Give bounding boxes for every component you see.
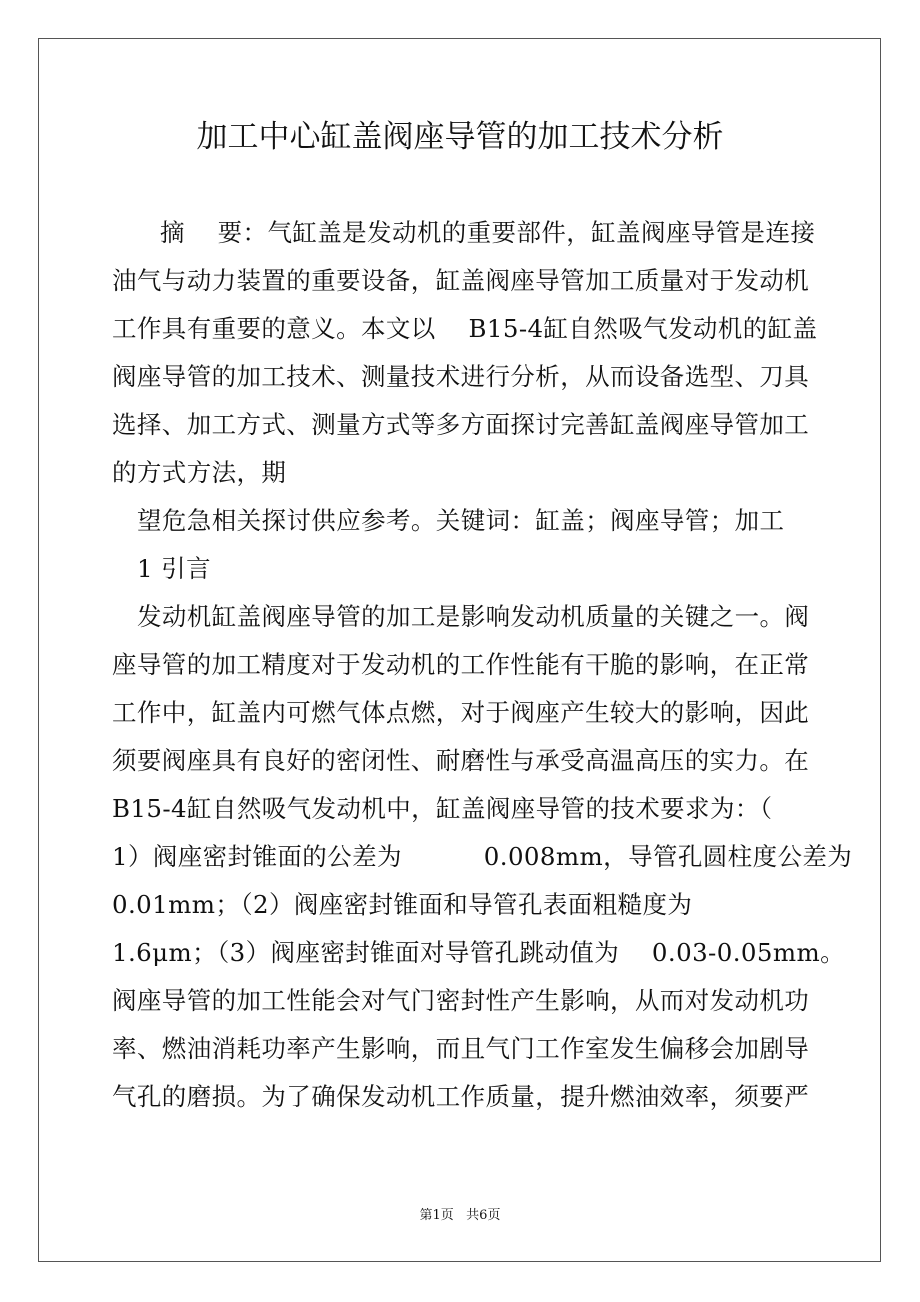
body-line: 发动机缸盖阀座导管的加工是影响发动机质量的关键之一。阀	[137, 602, 810, 631]
abstract-line: 摘 要：气缸盖是发动机的重要部件，缸盖阀座导管是连接	[160, 218, 816, 247]
abstract-line: 油气与动力装置的重要设备，缸盖阀座导管加工质量对于发动机	[112, 266, 810, 295]
document-title: 加工中心缸盖阀座导管的加工技术分析	[196, 119, 724, 155]
body-line: 须要阀座具有良好的密闭性、耐磨性与承受高温高压的实力。在	[112, 746, 810, 775]
body-line: 座导管的加工精度对于发动机的工作性能有干脆的影响，在正常	[112, 650, 810, 679]
body-line: 率、燃油消耗功率产生影响，而且气门工作室发生偏移会加剧导	[112, 1034, 810, 1063]
abstract-line: 选择、加工方式、测量方式等多方面探讨完善缸盖阀座导管加工	[112, 410, 810, 439]
keywords-line: 望危急相关探讨供应参考。关键词：缸盖；阀座导管；加工	[137, 506, 785, 535]
body-line: B15-4缸自然吸气发动机中，缸盖阀座导管的技术要求为：（	[112, 794, 773, 823]
body-line: 阀座导管的加工性能会对气门密封性产生影响，从而对发动机功	[112, 986, 810, 1015]
body-line: 0.01mm；（2）阀座密封锥面和导管孔表面粗糙度为	[112, 890, 693, 919]
page-number: 第1页 共6页	[419, 1208, 501, 1223]
body-line: 气孔的磨损。为了确保发动机工作质量，提升燃油效率，须要严	[112, 1082, 810, 1111]
body-line: 工作中，缸盖内可燃气体点燃，对于阀座产生较大的影响，因此	[112, 698, 810, 727]
body-line: 1.6μm；（3）阀座密封锥面对导管孔跳动值为 0.03-0.05mm。	[112, 938, 846, 967]
abstract-line: 工作具有重要的意义。本文以 B15-4缸自然吸气发动机的缸盖	[112, 314, 818, 343]
section-heading: 1 引言	[137, 554, 211, 583]
abstract-line: 的方式方法，期	[112, 458, 287, 487]
body-line: 1）阀座密封锥面的公差为 0.008mm，导管孔圆柱度公差为	[112, 842, 853, 871]
abstract-line: 阀座导管的加工技术、测量技术进行分析，从而设备选型、刀具	[112, 362, 810, 391]
